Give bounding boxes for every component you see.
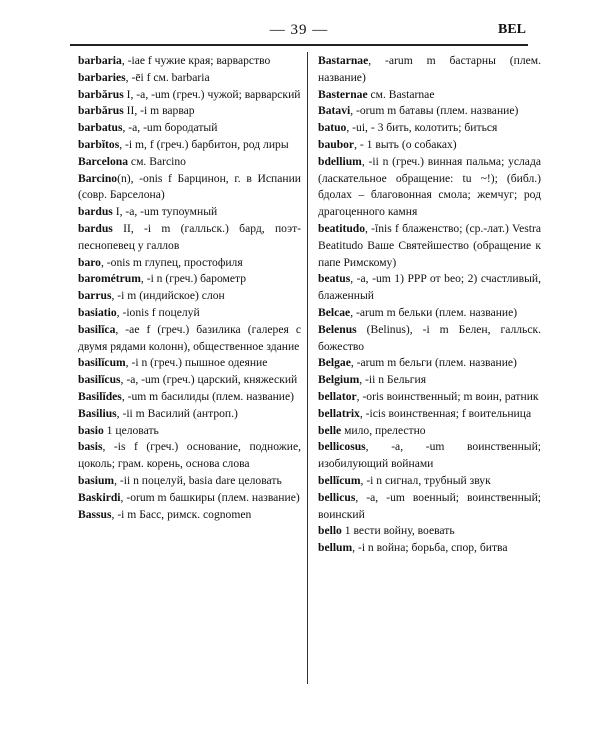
entry-headword: barométrum: [78, 272, 141, 286]
entry-headword: basium: [78, 473, 115, 487]
entry-definition: , -ēi f см. barbaria: [125, 70, 210, 84]
entry-definition: , -ae f (греч.) базилика (галерея с двумя рядами колонн), общественное здание: [78, 322, 301, 353]
entry-headword: Belgae: [318, 356, 351, 370]
dictionary-entry: [78, 507, 301, 524]
entry-headword: bardus: [78, 205, 113, 219]
dictionary-entry: [78, 322, 301, 356]
entry-headword: barbaries: [78, 70, 126, 84]
left-column: [78, 53, 301, 523]
dictionary-entry: [78, 255, 301, 272]
entry-definition: , -onis m глупец, простофиля: [100, 255, 243, 269]
dictionary-entry: [78, 271, 301, 288]
dictionary-entry: [78, 305, 301, 322]
entry-headword: Basilĭdes: [78, 389, 122, 403]
entry-headword: Basilius: [78, 406, 117, 420]
entry-headword: Bastarnae: [318, 54, 369, 67]
entry-definition: см. Barcino: [128, 154, 186, 168]
entry-headword: Basternae: [318, 87, 368, 101]
dictionary-entry: [318, 53, 541, 87]
dictionary-entry: [318, 103, 541, 120]
dictionary-entry: [318, 322, 541, 356]
dictionary-entry: [78, 221, 301, 255]
entry-definition: , -orum m батавы (плем. название): [350, 104, 519, 118]
entry-headword: bellĭcum: [318, 473, 361, 487]
entry-definition: (Belinus), -i m Белен, галльск. божество: [318, 322, 541, 353]
dictionary-entry: [78, 288, 301, 305]
entry-headword: bellum: [318, 541, 353, 555]
dictionary-entry: [78, 120, 301, 137]
dictionary-entry: [78, 406, 301, 423]
entry-headword: Bassus: [78, 507, 112, 521]
entry-definition: I, -a, -um тупоумный: [112, 205, 218, 219]
dictionary-entry: [78, 171, 301, 205]
entry-definition: , - 1 выть (о собаках): [354, 137, 457, 151]
entry-headword: bellicus: [318, 490, 356, 504]
entry-definition: , -arum m бельги (плем. название): [350, 356, 517, 370]
entry-definition: , -arum m бельки (плем. название): [350, 305, 518, 319]
entry-headword: baro: [78, 255, 101, 269]
dictionary-entry: [318, 137, 541, 154]
entry-definition: , -arum m бастарны (плем. название): [318, 54, 541, 84]
entry-definition: , -a, -um (греч.) царский, княжеский: [120, 373, 298, 387]
entry-definition: , -oris воинственный; m воин, ратник: [356, 389, 539, 403]
entry-definition: , -i m, f (греч.) барбитон, род лиры: [119, 137, 289, 151]
entry-headword: bdellium: [318, 154, 362, 168]
dictionary-entry: [78, 103, 301, 120]
entry-headword: Batavi: [318, 104, 351, 118]
entry-definition: II, -i m варвар: [123, 104, 195, 118]
entry-definition: , -ii n (греч.) винная пальма; услада (ласкательное обращение: tu ~!); (библ.) бдолах – благовонная смола; жемчуг; род драгоценного камня: [318, 154, 541, 219]
entry-headword: beatus: [318, 272, 351, 286]
dictionary-entry: [318, 355, 541, 372]
dictionary-entry: [318, 372, 541, 389]
entry-definition: , -a, -um воинственный; изобилующий войнами: [318, 440, 541, 471]
entry-headword: basio: [78, 423, 104, 437]
dictionary-entry: [78, 389, 301, 406]
dictionary-entry: [78, 70, 301, 87]
entry-definition: II, -i m (галльск.) бард, поэт-песнопевец у галлов: [78, 221, 301, 252]
dictionary-entry: [78, 372, 301, 389]
entry-definition: 1 вести войну, воевать: [341, 524, 455, 538]
page-number-value: 39: [290, 22, 308, 38]
entry-headword: Belenus: [318, 322, 357, 336]
entry-definition: , -ii n поцелуй, basia dare целовать: [114, 473, 282, 487]
entry-definition: , -i m Басс, римск. cognomen: [111, 507, 252, 521]
dictionary-entry: [318, 540, 541, 557]
dictionary-entry: [78, 439, 301, 473]
entry-headword: Barcelona: [78, 154, 129, 168]
dictionary-entry: [318, 406, 541, 423]
dictionary-entry: [318, 271, 541, 305]
dictionary-entry: [78, 473, 301, 490]
dictionary-entry: [78, 355, 301, 372]
entry-headword: barbĭtos: [78, 137, 120, 151]
entry-definition: , -ii m Василий (антроп.): [116, 406, 238, 420]
dictionary-entry: [78, 53, 301, 70]
dictionary-entry: [318, 221, 541, 271]
right-column: [318, 53, 541, 557]
entry-definition: , -orum m башкиры (плем. название): [120, 490, 300, 504]
entry-headword: bellatrix: [318, 406, 360, 420]
entry-definition: (n), -onis f Барцинон, г. в Испании (совр. Барселона): [78, 171, 301, 202]
entry-definition: , -a, -um военный; воинственный; воинский: [318, 490, 541, 521]
entry-headword: bello: [318, 524, 342, 538]
dictionary-entry: [318, 490, 541, 524]
entry-headword: Baskirdi: [78, 490, 121, 504]
entry-headword: Barcino: [78, 171, 118, 185]
entry-definition: , -i m (индийское) слон: [111, 289, 225, 303]
dictionary-entry: [318, 523, 541, 540]
entry-definition: , -a, -um 1) PPP от beo; 2) счастливый, блаженный: [318, 272, 541, 303]
dictionary-entry: [318, 473, 541, 490]
entry-definition: , -i n сигнал, трубный звук: [360, 473, 491, 487]
entry-definition: , -ui, - 3 бить, колотить; биться: [346, 121, 498, 135]
page-number: — 39 —: [269, 22, 329, 38]
page-header: [70, 22, 528, 46]
entry-headword: barbaria: [78, 54, 122, 67]
entry-definition: см. Bastarnae: [367, 87, 435, 101]
entry-headword: barbărus: [78, 87, 124, 101]
entry-headword: barbărus: [78, 104, 124, 118]
entry-definition: , -iae f чужие края; варварство: [121, 54, 271, 67]
entry-definition: , -ĭnis f блаженство; (ср.-лат.) Vestra Beatitudo Ваше Святейшество (обращение к папе Римскому): [318, 221, 541, 269]
entry-definition: , -icis воинственная; f воительница: [359, 406, 532, 420]
dictionary-entry: [318, 423, 541, 440]
entry-definition: , -ii n Бельгия: [359, 373, 427, 387]
entry-definition: I, -a, -um (греч.) чужой; варварский: [123, 87, 301, 101]
dictionary-entry: [318, 120, 541, 137]
entry-definition: мило, прелестно: [341, 423, 426, 437]
column-divider: [307, 52, 308, 684]
entry-headword: Belgium: [318, 373, 360, 387]
entry-headword: beatitudo: [318, 221, 366, 235]
dictionary-entry: [318, 389, 541, 406]
entry-headword: bardus: [78, 221, 113, 235]
entry-definition: , -i n (греч.) барометр: [140, 272, 247, 286]
entry-headword: baubor: [318, 137, 355, 151]
entry-definition: 1 целовать: [103, 423, 159, 437]
dictionary-entry: [318, 439, 541, 473]
entry-definition: , -um m басилиды (плем. название): [121, 389, 295, 403]
entry-definition: , -i n (греч.) пышное одеяние: [125, 356, 268, 370]
dictionary-entry: [78, 154, 301, 171]
dictionary-entry: [318, 154, 541, 221]
entry-headword: bellicosus: [318, 440, 366, 454]
entry-headword: basis: [78, 440, 103, 454]
entry-headword: batuo: [318, 121, 347, 135]
dictionary-entry: [78, 204, 301, 221]
entry-headword: basilĭcus: [78, 373, 121, 387]
entry-definition: , -ionis f поцелуй: [116, 305, 200, 319]
dictionary-entry: [78, 137, 301, 154]
entry-headword: basiatio: [78, 305, 117, 319]
dictionary-entry: [78, 87, 301, 104]
entry-definition: , -i n война; борьба, спор, битва: [352, 541, 508, 555]
entry-headword: Belcae: [318, 305, 351, 319]
dictionary-entry: [318, 305, 541, 322]
entry-headword: barrus: [78, 289, 112, 303]
entry-headword: basilĭcum: [78, 356, 126, 370]
entry-headword: bellator: [318, 389, 357, 403]
entry-headword: belle: [318, 423, 342, 437]
running-head-word: BEL: [497, 22, 526, 37]
dictionary-entry: [318, 87, 541, 104]
entry-headword: barbatus: [78, 121, 123, 135]
dictionary-entry: [78, 423, 301, 440]
entry-definition: , -is f (греч.) основание, подножие, цоколь; грам. корень, основа слова: [78, 440, 301, 471]
entry-headword: basilĭca: [78, 322, 116, 336]
dictionary-entry: [78, 490, 301, 507]
entry-definition: , -a, -um бородатый: [122, 121, 218, 135]
